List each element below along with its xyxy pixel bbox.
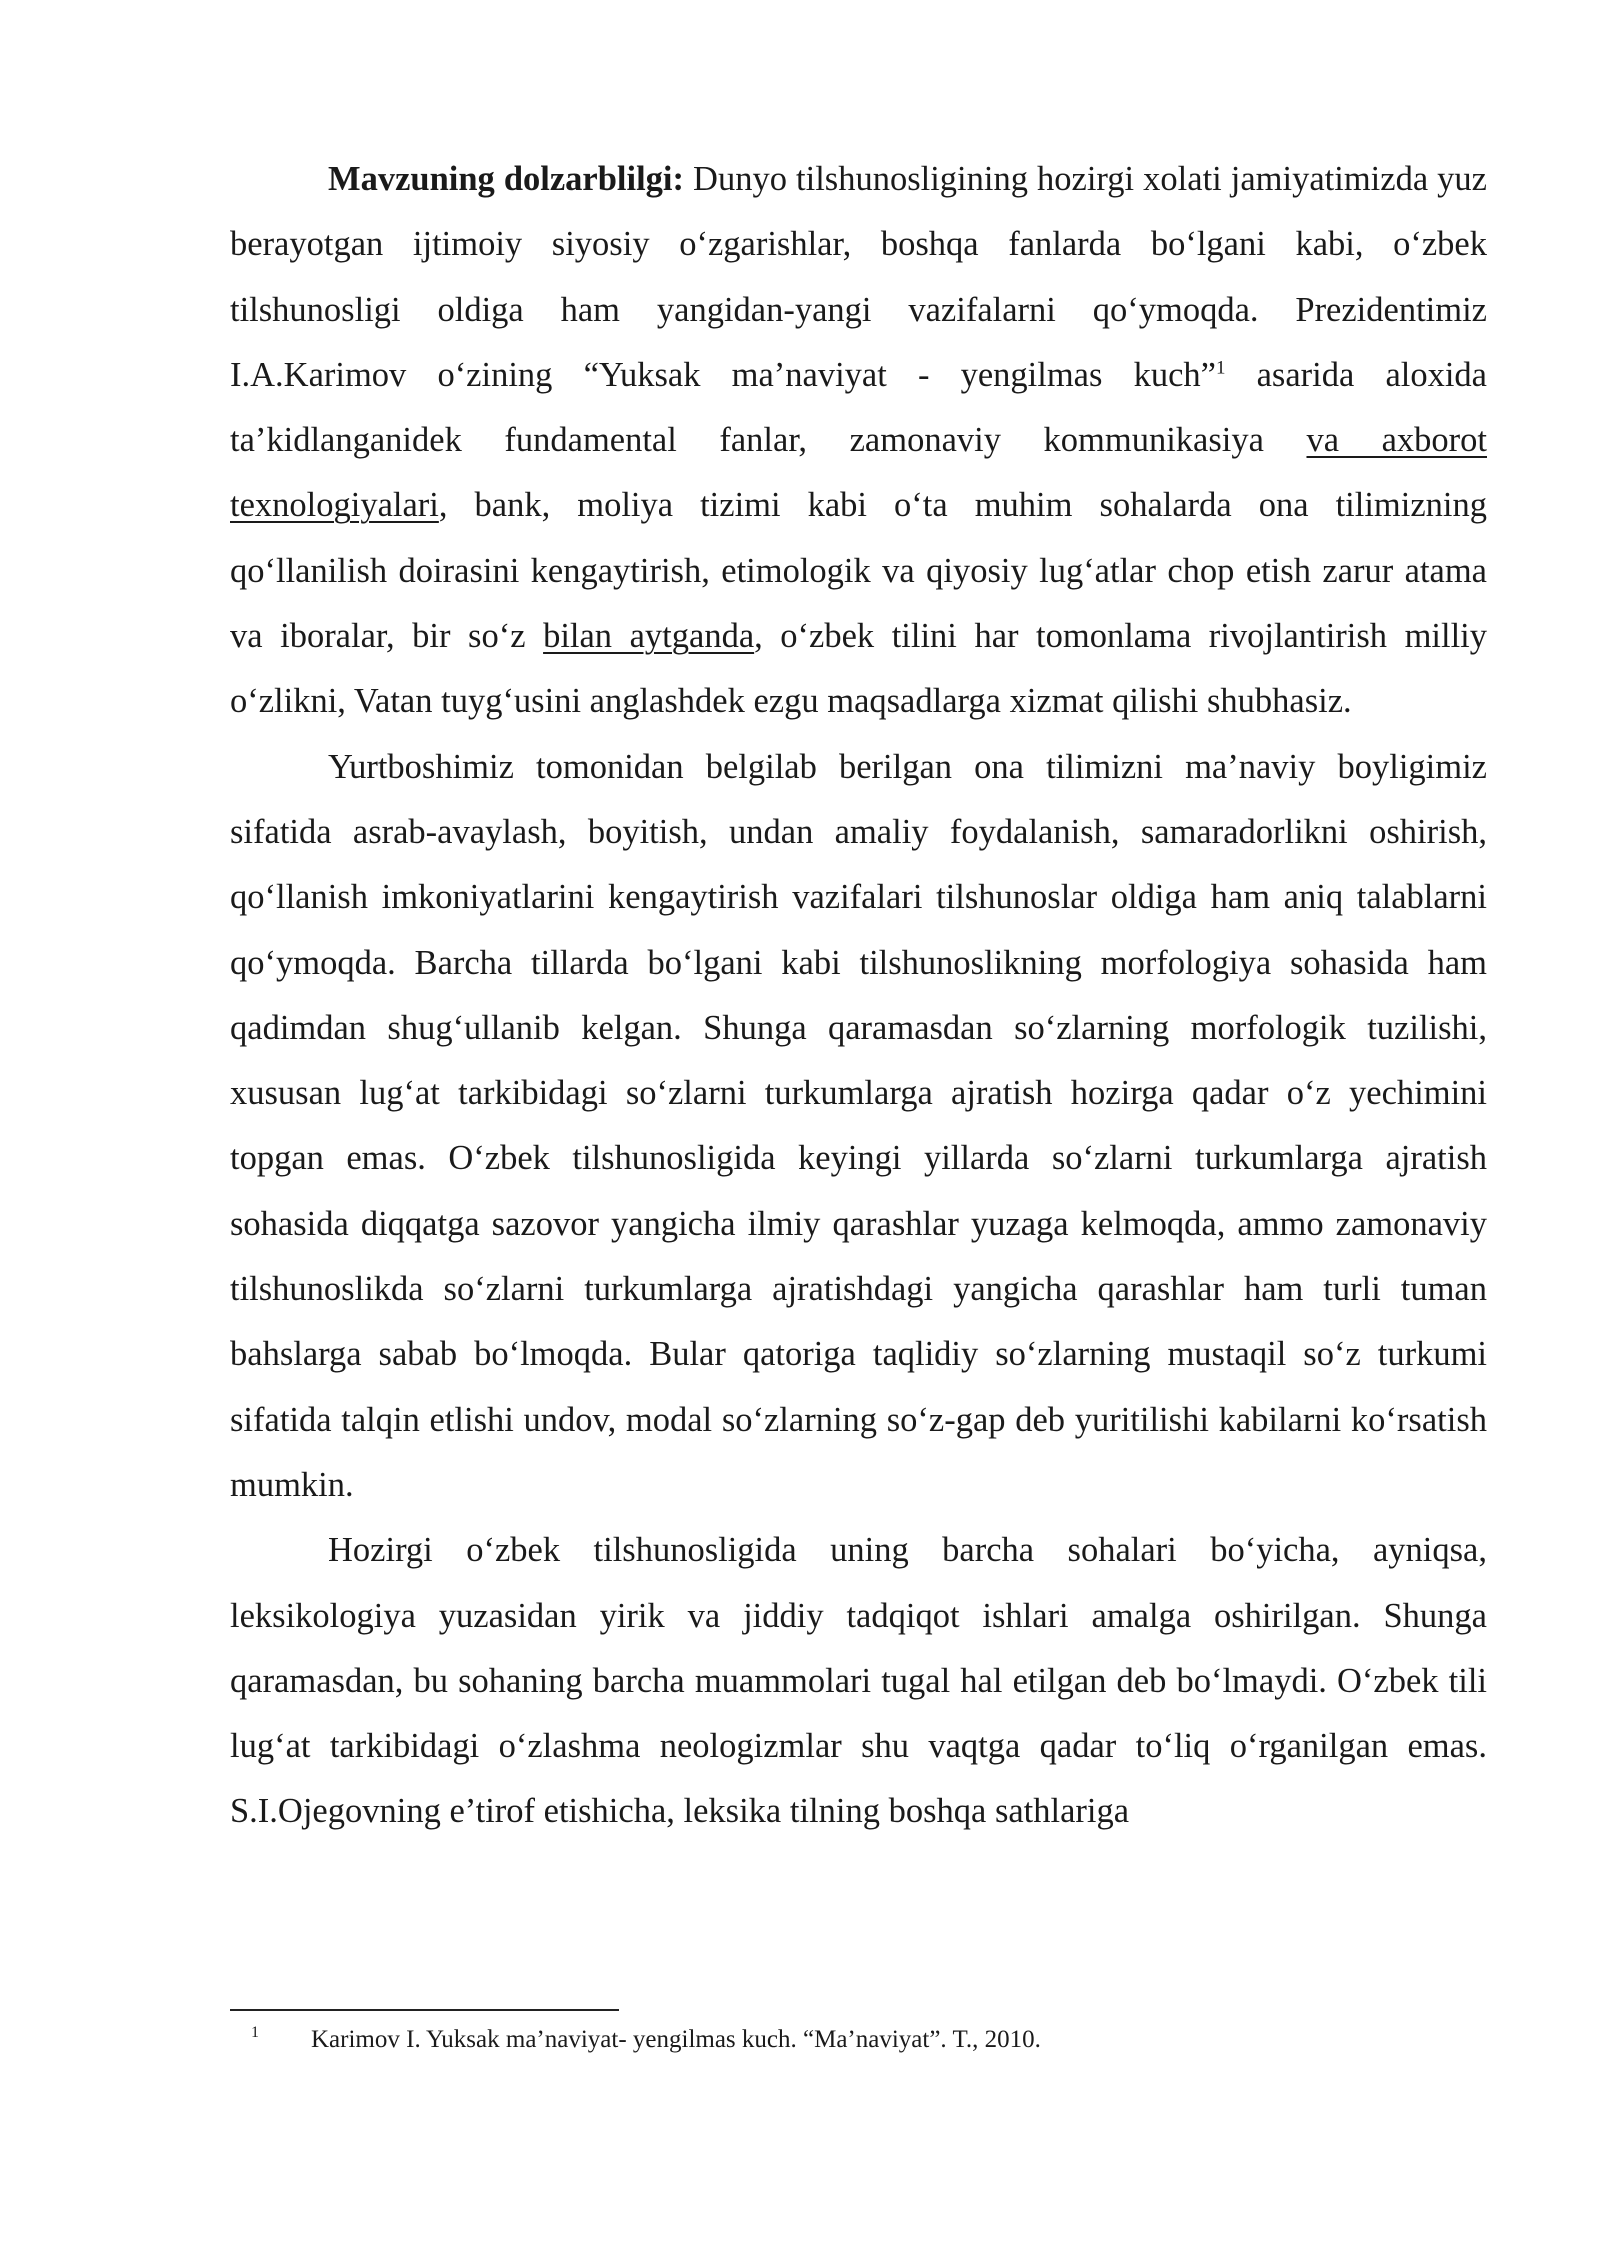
- paragraph-1-text-d: , o‘zbek tilini har tomonlama rivojlantirish milliy o‘zlikni, Vatan tuyg‘usini anglashdek ezgu maqsadlarga xizmat qilishi shubhasiz.: [230, 617, 1488, 721]
- paragraph-1: [230, 147, 1487, 735]
- body-text: [230, 147, 1487, 1845]
- underlined-phrase-2: bilan aytganda: [543, 617, 755, 656]
- footnote-separator: [230, 2009, 619, 2011]
- paragraph-2: Yurtboshimiz tomonidan belgilab berilgan ona tilimizni ma’naviy boyligimiz sifatida asrab-avaylash, boyitish, undan amaliy foydalanish, samaradorlikni oshirish, qo‘llanish imkoniyatlarini kengaytirish vazifalari tilshunoslar oldiga ham aniq talablarni qo‘ymoqda. Barcha tillarda bo‘lgani kabi tilshunoslikning morfologiya sohasida ham qadimdan shug‘ullanib kelgan. Shunga qaramasdan so‘zlarning morfologik tuzilishi, xususan lug‘at tarkibidagi so‘zlarni turkumlarga ajratish hozirga qadar o‘z yechimini topgan emas. O‘zbek tilshunosligida keyingi yillarda so‘zlarni turkumlarga ajratish sohasida diqqatga sazovor yangicha ilmiy qarashlar yuzaga kelmoqda, ammo zamonaviy tilshunoslikda so‘zlarni turkumlarga ajratishdagi yangicha qarashlar ham turli tuman bahslarga sabab bo‘lmoqda. Bular qatoriga taqlidiy so‘zlarning mustaqil so‘z turkumi sifatida talqin etlishi undov, modal so‘zlarning so‘z-gap deb yuritilishi kabilarni ko‘rsatish mumkin.: [230, 747, 1487, 1504]
- footnote-text: Karimov I. Yuksak ma’naviyat- yengilmas kuch. “Ma’naviyat”. T., 2010.: [311, 2026, 1041, 2053]
- paragraph-1-text-b: asarida aloxida ta’kidlanganidek fundamental fanlar, zamonaviy kommunikasiya: [230, 355, 1487, 460]
- paragraph-1-text-a: Dunyo tilshunosligining hozirgi xolati jamiyatimizda yuz berayotgan ijtimoiy siyosiy o‘zgarishlar, boshqa fanlarda bo‘lgani kabi, o‘zbek tilshunosligi oldiga ham yangidan-yangi vazifalarni qo‘ymoqda. Prezidentimiz I.A.Karimov o‘zining “Yuksak ma’naviyat - yengilmas kuch”: [230, 160, 1487, 394]
- paragraph-1-text-c: , bank, moliya tizimi kabi o‘ta muhim sohalarda ona tilimizning qo‘llanilish doirasini kengaytirish, etimologik va qiyosiy lug‘atlar chop etish zarur atama va iboralar, bir so‘z: [230, 486, 1487, 656]
- section-heading: Mavzuning dolzarblilgi:: [328, 160, 684, 198]
- footnote-reference[interactable]: 1: [1215, 357, 1226, 379]
- underlined-phrase-1: va axborot texnologiyalari: [230, 421, 1487, 525]
- paragraph-3: Hozirgi o‘zbek tilshunosligida uning barcha sohalari bo‘yicha, ayniqsa, leksikologiya yuzasidan yirik va jiddiy tadqiqot ishlari amalga oshirilgan. Shunga qaramasdan, bu sohaning barcha muammolari tugal hal etilgan deb bo‘lmaydi. O‘zbek tili lug‘at tarkibidagi o‘zlashma neologizmlar shu vaqtga qadar to‘liq o‘rganilgan emas. S.I.Ojegovning e’tirof etishicha, leksika tilning boshqa sathlariga: [230, 1531, 1487, 1831]
- footnote: [230, 2018, 1487, 2062]
- footnote-mark: 1: [251, 2024, 259, 2041]
